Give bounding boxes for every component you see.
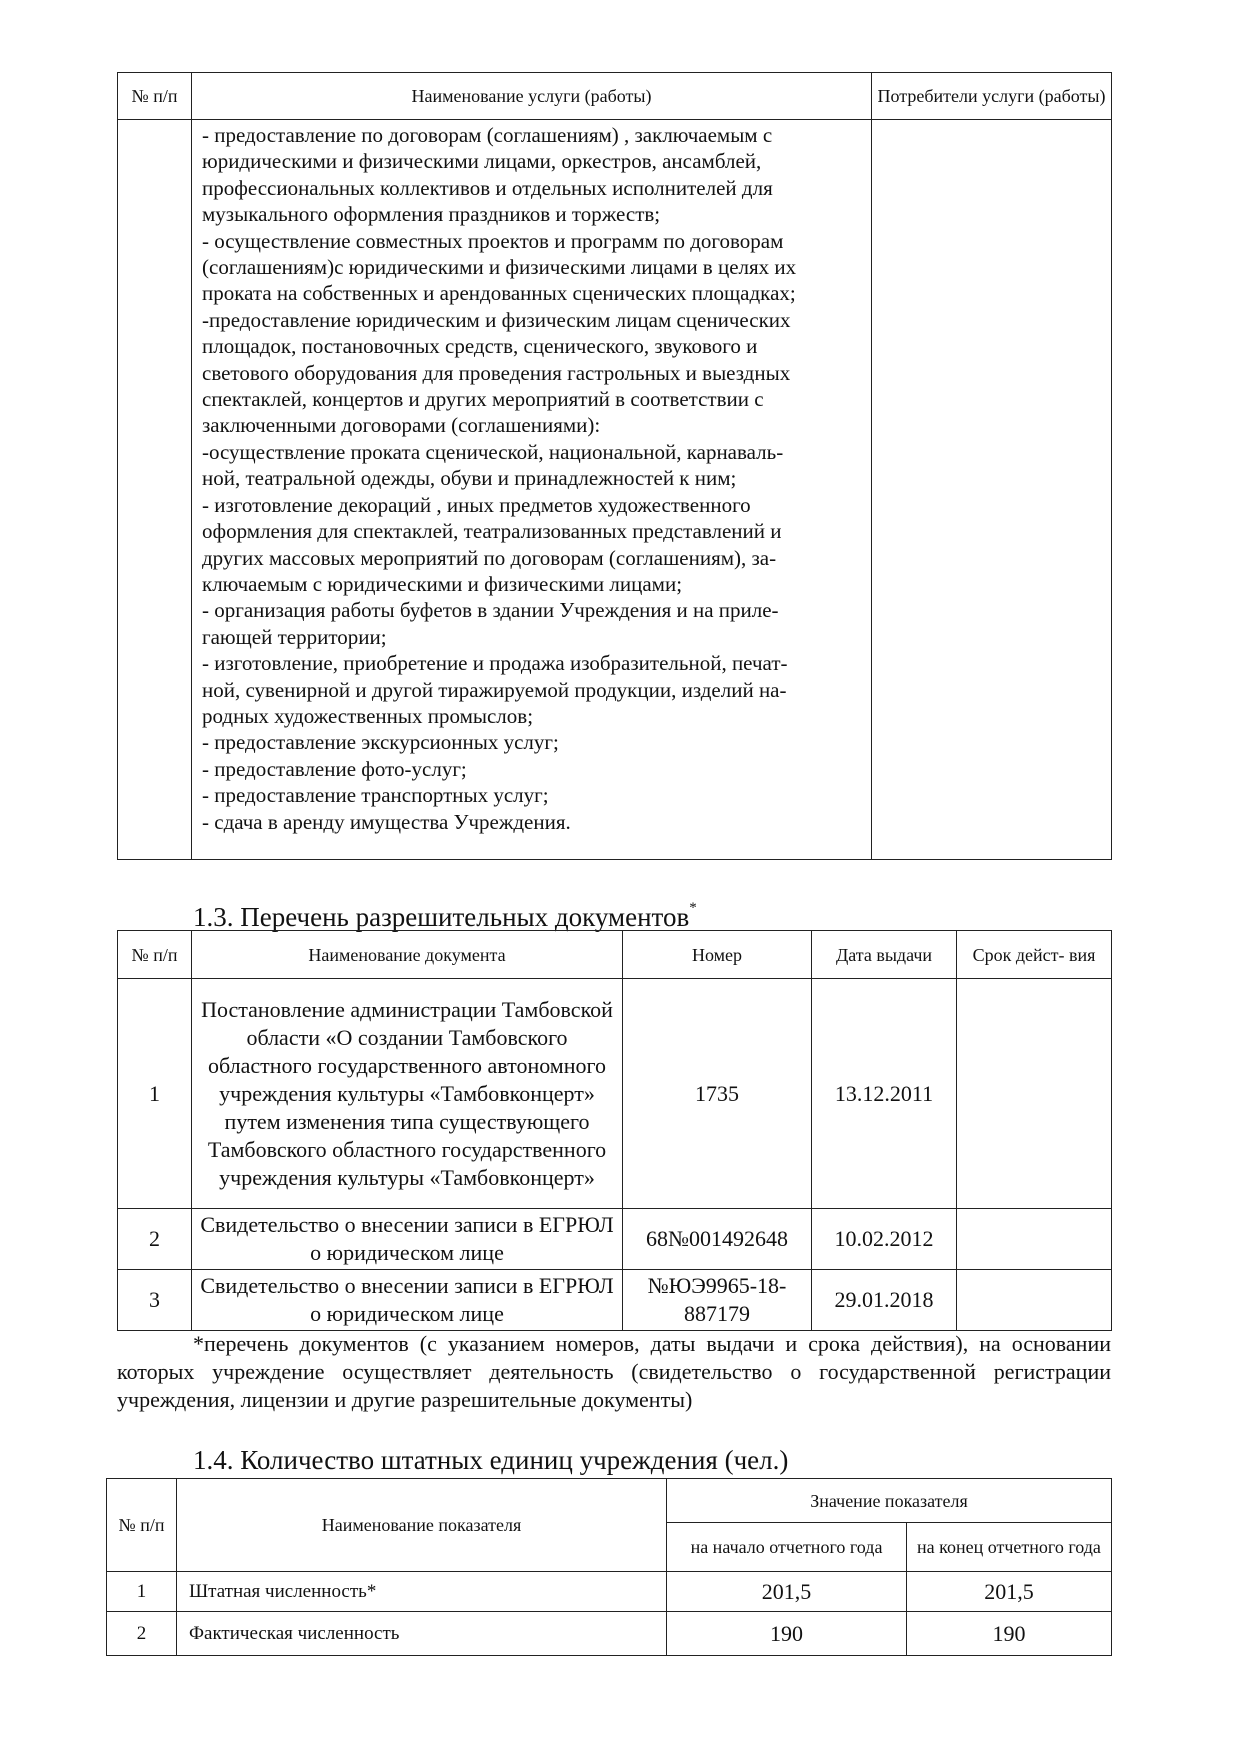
col-header-num: № п/п — [107, 1479, 177, 1572]
row-num: 2 — [107, 1612, 177, 1656]
doc-number: 1735 — [623, 979, 812, 1209]
col-header-start: на начало отчетного года — [667, 1523, 907, 1572]
footnote-mark: * — [689, 900, 697, 916]
service-line: спектаклей, концертов и других мероприятий в соответствии с — [202, 387, 764, 412]
service-line: площадок, постановочных средств, сценического, звукового и — [202, 334, 758, 359]
doc-term — [957, 1270, 1112, 1331]
service-num-cell — [118, 120, 192, 860]
service-line: -осуществление проката сценической, национальной, карнаваль- — [202, 439, 784, 464]
col-header-num: № п/п — [118, 931, 192, 979]
service-line: - изготовление, приобретение и продажа изобразительной, печат- — [202, 651, 788, 676]
service-line: - предоставление экскурсионных услуг; — [202, 730, 559, 755]
service-line: родных художественных промыслов; — [202, 703, 534, 728]
service-line: - предоставление транспортных услуг; — [202, 783, 549, 808]
doc-name: Постановление администрации Тамбовской области «О создании Тамбовского областного государственного автономного учреждения культуры «Тамбовконцерт» путем изменения типа существующего Тамбовского областного государственного учреждения культуры «Тамбовконцерт» — [192, 979, 623, 1209]
service-line: - осуществление совместных проектов и программ по договорам — [202, 228, 784, 253]
col-header-service-name: Наименование услуги (работы) — [192, 73, 872, 120]
service-line: - сдача в аренду имущества Учреждения. — [202, 809, 571, 834]
value-start: 201,5 — [667, 1572, 907, 1612]
service-list-cell — [192, 120, 872, 860]
service-line: - предоставление по договорам (соглашениям) , заключаемым с — [202, 123, 773, 147]
service-line: (соглашениям)с юридическими и физическими лицами в целях их — [202, 255, 797, 280]
section-1-3-title-text: 1.3. Перечень разрешительных документов — [193, 902, 690, 932]
table-row — [118, 1209, 1112, 1270]
service-line: музыкального оформления праздников и торжеств; — [202, 202, 661, 227]
service-line: профессиональных коллективов и отдельных исполнителей для — [202, 175, 773, 200]
value-start: 190 — [667, 1612, 907, 1656]
service-line: - организация работы буфетов в здании Учреждения и на приле- — [202, 598, 779, 623]
indicator-name: Штатная численность* — [177, 1572, 667, 1612]
table-row — [107, 1572, 1112, 1612]
service-line: - предоставление фото-услуг; — [202, 756, 467, 781]
service-line: ной, сувенирной и другой тиражируемой продукции, изделий на- — [202, 677, 787, 702]
service-line: ключаемым с юридическими и физическими лицами; — [202, 571, 683, 596]
doc-date: 10.02.2012 — [812, 1209, 957, 1270]
service-line: -предоставление юридическим и физическим лицам сценических — [202, 307, 791, 332]
service-line: оформления для спектаклей, театрализованных представлений и — [202, 519, 782, 544]
table-row — [118, 1270, 1112, 1331]
doc-name: Свидетельство о внесении записи в ЕГРЮЛ о юридическом лице — [192, 1270, 623, 1331]
col-header-date: Дата выдачи — [812, 931, 957, 979]
doc-date: 29.01.2018 — [812, 1270, 957, 1331]
service-line: гающей территории; — [202, 624, 387, 649]
permits-table — [117, 930, 1112, 1331]
col-header-doc-name: Наименование документа — [192, 931, 623, 979]
col-header-indicator: Наименование показателя — [177, 1479, 667, 1572]
col-header-end: на конец отчетного года — [907, 1523, 1112, 1572]
col-header-term: Срок дейст- вия — [957, 931, 1112, 979]
doc-term — [957, 979, 1112, 1209]
doc-number: 68№001492648 — [623, 1209, 812, 1270]
doc-number: №ЮЭ9965-18-887179 — [623, 1270, 812, 1331]
table-row — [107, 1612, 1112, 1656]
section-1-3-title — [193, 897, 697, 932]
doc-date: 13.12.2011 — [812, 979, 957, 1209]
doc-name: Свидетельство о внесении записи в ЕГРЮЛ о юридическом лице — [192, 1209, 623, 1270]
service-line: ной, театральной одежды, обуви и принадлежностей к ним; — [202, 466, 737, 491]
value-end: 201,5 — [907, 1572, 1112, 1612]
service-consumers-cell — [872, 120, 1112, 860]
service-line: юридическими и физическими лицами, оркестров, ансамблей, — [202, 149, 762, 174]
value-end: 190 — [907, 1612, 1112, 1656]
services-table — [117, 72, 1112, 860]
service-line: заключенными договорами (соглашениями): — [202, 413, 601, 438]
col-header-num: № п/п — [118, 73, 192, 120]
doc-term — [957, 1209, 1112, 1270]
footnote — [117, 1330, 1111, 1414]
footnote-text: *перечень документов (с указанием номеров, даты выдачи и срока действия), на основании которых учреждение осуществляет деятельность (свидетельство о государственной регистрации учреждения, лицензии и другие разрешительные документы) — [117, 1331, 1111, 1412]
row-num: 2 — [118, 1209, 192, 1270]
col-header-consumers: Потребители услуги (работы) — [872, 73, 1112, 120]
row-num: 1 — [107, 1572, 177, 1612]
service-line: проката на собственных и арендованных сценических площадках; — [202, 281, 796, 306]
service-line: - изготовление декораций , иных предметов художественного — [202, 492, 751, 517]
col-header-value: Значение показателя — [667, 1479, 1112, 1523]
table-row — [118, 979, 1112, 1209]
col-header-number: Номер — [623, 931, 812, 979]
section-1-4-title: 1.4. Количество штатных единиц учреждения (чел.) — [193, 1445, 789, 1475]
row-num: 3 — [118, 1270, 192, 1331]
service-line: светового оборудования для проведения гастрольных и выездных — [202, 360, 791, 385]
row-num: 1 — [118, 979, 192, 1209]
service-line: других массовых мероприятий по договорам (соглашениям), за- — [202, 545, 777, 570]
staff-table — [106, 1478, 1112, 1656]
indicator-name: Фактическая численность — [177, 1612, 667, 1656]
